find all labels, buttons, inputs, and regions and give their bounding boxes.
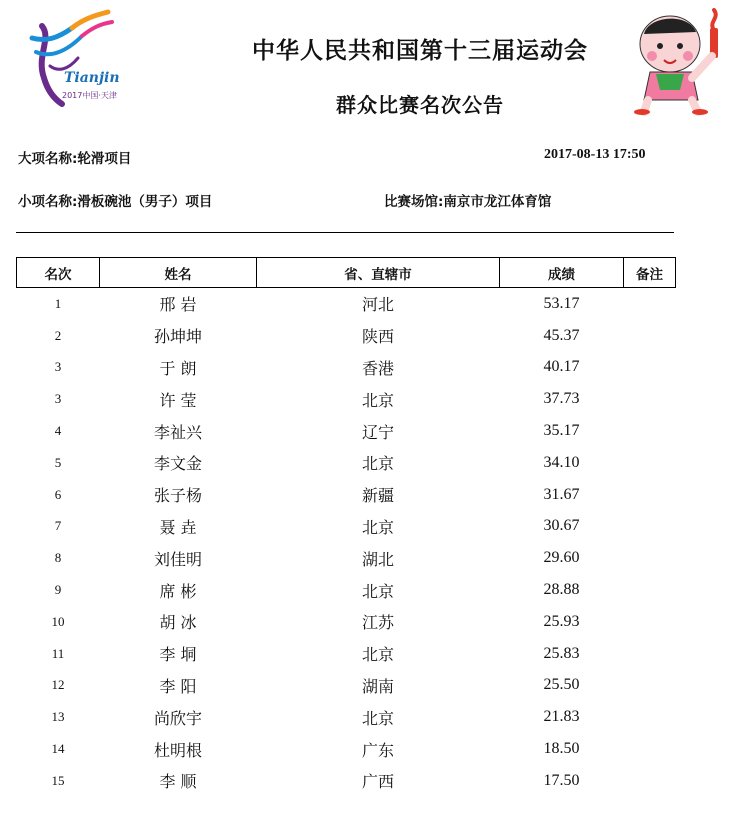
name-cell: 尚欣宇 (153, 708, 202, 728)
province-cell: 北京 (361, 581, 394, 601)
name-cell: 张子杨 (153, 486, 202, 506)
header-province: 省、直辖市 (257, 258, 500, 288)
province-cell: 北京 (361, 454, 394, 474)
header-divider (16, 232, 674, 233)
province-cell: 北京 (361, 645, 394, 665)
rank-cell: 15 (51, 772, 65, 788)
table-row (17, 574, 676, 606)
name-cell: 许 莹 (159, 390, 197, 410)
score-cell: 18.50 (543, 740, 580, 758)
rank-cell: 13 (51, 709, 65, 725)
name-cell: 李祉兴 (153, 422, 202, 442)
table-row (17, 542, 676, 574)
rank-cell: 6 (54, 486, 62, 502)
table-row (17, 701, 676, 733)
table-row (17, 415, 676, 447)
name-cell: 席 彬 (159, 581, 197, 601)
note-cell (624, 511, 676, 543)
page-title: 中华人民共和国第十三届运动会 (252, 38, 588, 64)
score-cell: 29.60 (543, 549, 580, 567)
note-cell (624, 447, 676, 479)
name-cell: 于 朗 (159, 358, 197, 378)
table-row (17, 733, 676, 765)
name-cell: 李 垌 (159, 645, 197, 665)
name-cell: 李 阳 (159, 676, 197, 696)
rank-cell: 9 (54, 582, 62, 598)
note-cell (624, 352, 676, 384)
rank-cell: 10 (51, 613, 65, 629)
score-cell: 21.83 (543, 708, 580, 726)
name-cell: 杜明根 (153, 740, 202, 760)
results-table (16, 257, 676, 797)
province-cell: 辽宁 (361, 422, 394, 442)
results-body (17, 288, 676, 797)
province-cell: 北京 (361, 390, 394, 410)
rank-cell: 1 (54, 295, 62, 311)
note-cell (624, 415, 676, 447)
subevent-name: 小项名称:滑板碗池（男子）项目 (18, 194, 213, 210)
note-cell (624, 606, 676, 638)
header-score: 成绩 (500, 258, 624, 288)
rank-cell: 12 (51, 677, 65, 693)
province-cell: 北京 (361, 517, 394, 537)
province-cell: 香港 (361, 358, 394, 378)
table-row (17, 383, 676, 415)
name-cell: 李 顺 (159, 772, 197, 792)
score-cell: 25.93 (543, 612, 580, 630)
score-cell: 25.83 (543, 644, 580, 662)
table-header-row (17, 258, 676, 288)
table-row (17, 352, 676, 384)
province-cell: 湖北 (361, 549, 394, 569)
rank-cell: 3 (54, 359, 62, 375)
rank-cell: 11 (51, 645, 65, 661)
score-cell: 53.17 (543, 294, 580, 312)
table-row (17, 479, 676, 511)
province-cell: 广西 (361, 772, 394, 792)
table-row (17, 447, 676, 479)
province-cell: 湖南 (361, 676, 394, 696)
name-cell: 邢 岩 (159, 295, 197, 315)
province-cell: 陕西 (361, 327, 394, 347)
score-cell: 31.67 (543, 485, 580, 503)
province-cell: 北京 (361, 708, 394, 728)
note-cell (624, 479, 676, 511)
header-note: 备注 (624, 258, 676, 288)
province-cell: 河北 (361, 295, 394, 315)
province-cell: 新疆 (361, 486, 394, 506)
note-cell (624, 638, 676, 670)
note-cell (624, 383, 676, 415)
score-cell: 40.17 (543, 358, 580, 376)
logo-tagline: 2017中国·天津 (62, 91, 117, 100)
table-row (17, 511, 676, 543)
table-row (17, 638, 676, 670)
note-cell (624, 670, 676, 702)
event-name: 大项名称:轮滑项目 (18, 151, 132, 167)
venue-name: 比赛场馆:南京市龙江体育馆 (384, 194, 552, 210)
table-row (17, 670, 676, 702)
score-cell: 37.73 (543, 390, 580, 408)
header-name: 姓名 (100, 258, 257, 288)
score-cell: 17.50 (543, 771, 580, 789)
score-cell: 45.37 (543, 326, 580, 344)
table-row (17, 606, 676, 638)
table-row (17, 320, 676, 352)
note-cell (624, 765, 676, 797)
province-cell: 江苏 (361, 613, 394, 633)
rank-cell: 8 (54, 550, 62, 566)
rank-cell: 3 (54, 391, 62, 407)
score-cell: 30.67 (543, 517, 580, 535)
rank-cell: 5 (54, 454, 62, 470)
name-cell: 刘佳明 (153, 549, 202, 569)
score-cell: 28.88 (543, 581, 580, 599)
games-logo (22, 8, 122, 112)
score-cell: 34.10 (543, 453, 580, 471)
note-cell (624, 542, 676, 574)
header-rank: 名次 (17, 258, 100, 288)
name-cell: 李文金 (153, 454, 202, 474)
score-cell: 25.50 (543, 676, 580, 694)
logo-wordmark: Tianjin (64, 70, 120, 86)
note-cell (624, 320, 676, 352)
rank-cell: 2 (54, 327, 62, 343)
publish-datetime: 2017-08-13 17:50 (544, 147, 646, 162)
table-row (17, 288, 676, 320)
score-cell: 35.17 (543, 422, 580, 440)
note-cell (624, 733, 676, 765)
mascot-illustration (622, 4, 742, 116)
note-cell (624, 574, 676, 606)
note-cell (624, 288, 676, 320)
table-row (17, 765, 676, 797)
name-cell: 聂 垚 (159, 517, 197, 537)
province-cell: 广东 (361, 740, 394, 760)
name-cell: 孙坤坤 (153, 327, 202, 347)
note-cell (624, 701, 676, 733)
name-cell: 胡 冰 (159, 613, 197, 633)
rank-cell: 14 (51, 741, 65, 757)
rank-cell: 4 (54, 423, 62, 439)
page-subtitle: 群众比赛名次公告 (336, 93, 504, 117)
rank-cell: 7 (54, 518, 62, 534)
